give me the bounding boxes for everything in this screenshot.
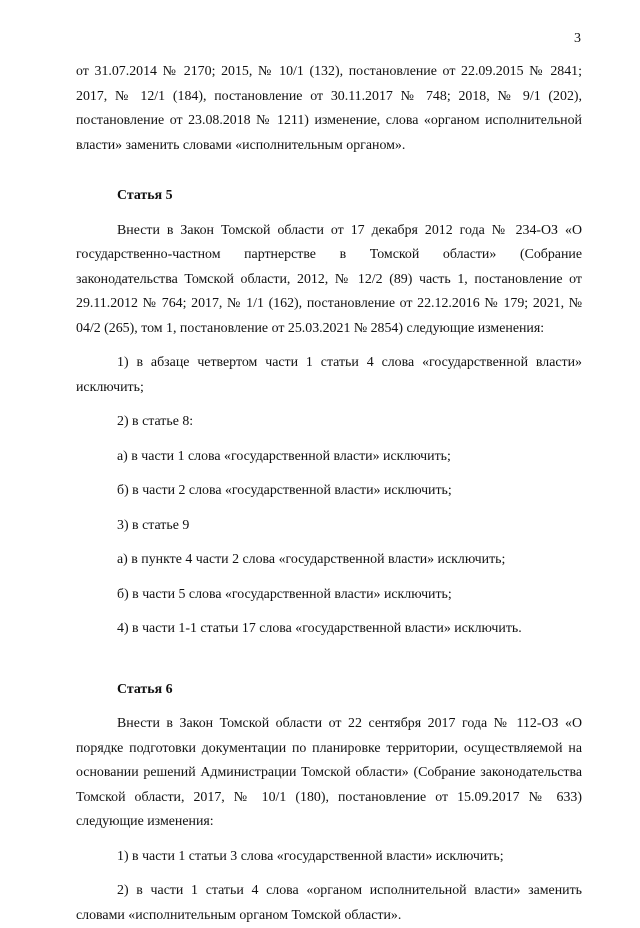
article-5-item: 4) в части 1-1 статьи 17 слова «государственной власти» исключить. xyxy=(117,621,522,636)
article-5-item: б) в части 5 слова «государственной власти» исключить; xyxy=(117,586,452,602)
intro-paragraph: от 31.07.2014 № 2170; 2015, № 10/1 (132), постановление от 22.09.2015 № 2841; 2017, № 12/1 (184), постановление от 30.11.2017 № 748; 2018, № 9/1 (202), постановление от 23.08.2018 № 1211) изменение, слова «органом исполнительной власти» заменить словами «исполнительным органом». xyxy=(76,64,582,153)
article-6-item: 2) в части 1 статьи 4 слова «органом исполнительной власти» заменить словами «исполнительным органом Томской области». xyxy=(76,883,582,923)
article-5-item: 3) в статье 9 xyxy=(117,517,190,533)
article-5-item: а) в пункте 4 части 2 слова «государственной власти» исключить; xyxy=(117,552,506,567)
article-5-body: Внести в Закон Томской области от 17 декабря 2012 года № 234-ОЗ «О государственно-частном партнерстве в Томской области» (Собрание законодательства Томской области, 2012, № 12/2 (89) часть 1, постановление от 29.11.2012 № 764; 2017, № 1/1 (162), постановление от 22.12.2016 № 179; 2021, № 04/2 (265), том 1, постановление от 25.03.2021 № 2854) следующие изменения: xyxy=(76,222,582,336)
page-number: 3 xyxy=(574,31,581,46)
article-6-title: Статья 6 xyxy=(117,681,173,697)
article-5-item: 2) в статье 8: xyxy=(117,414,194,429)
article-5-item: б) в части 2 слова «государственной власти» исключить; xyxy=(117,483,452,498)
article-6-body: Внести в Закон Томской области от 22 сентября 2017 года № 112-ОЗ «О порядке подготовки документации по планировке территории, осуществляемой на основании решений Администрации Томской области» (Собрание законодательства Томской области, 2017, № 10/1 (180), постановление от 15.09.2017 № 633) следующие изменения: xyxy=(76,716,582,829)
document-body xyxy=(76,60,582,928)
article-5-title: Статья 5 xyxy=(117,188,173,203)
article-6-item: 1) в части 1 статьи 3 слова «государственной власти» исключить; xyxy=(117,848,504,864)
article-5-item: 1) в абзаце четвертом части 1 статьи 4 слова «государственной власти» исключить; xyxy=(76,355,582,395)
article-5-item: а) в части 1 слова «государственной власти» исключить; xyxy=(117,448,451,464)
